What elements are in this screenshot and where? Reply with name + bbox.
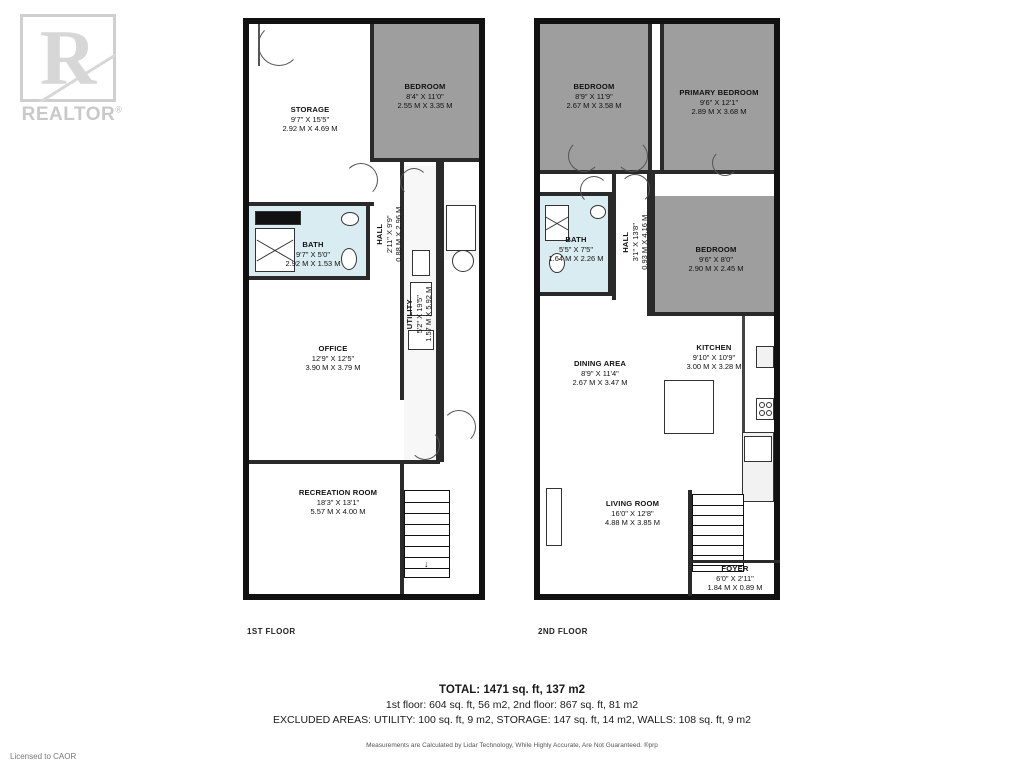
room-imperial: 9'6" X 8'0"	[698, 254, 734, 264]
summary-block	[0, 682, 1024, 728]
wall-2f-right	[774, 18, 780, 600]
room-imperial: 12'9" X 12'5"	[311, 353, 355, 363]
total-area: TOTAL: 1471 sq. ft, 137 m2	[439, 684, 585, 696]
sofa-icon	[546, 488, 562, 546]
room-label-hall-1f	[375, 189, 404, 279]
room-imperial: 8'4" X 11'0"	[406, 91, 444, 101]
room-metric: 1.57 M X 5.92 M	[423, 286, 433, 342]
wall-1f-left	[243, 18, 249, 600]
wall-2f-bath-bottom	[540, 292, 612, 296]
room-name: RECREATION ROOM	[298, 488, 378, 497]
room-name: LIVING ROOM	[605, 499, 660, 508]
room-metric: 4.88 M X 3.85 M	[604, 518, 661, 527]
door-arc-office	[442, 410, 476, 444]
room-imperial: 8'9" X 11'9"	[575, 91, 613, 101]
room-name: BATH	[565, 235, 587, 244]
wall-1f-bath-bottom	[249, 276, 370, 280]
room-metric: 3.00 M X 3.28 M	[686, 362, 742, 371]
room-name: BATH	[302, 240, 324, 249]
room-label-hall-2f	[621, 197, 650, 287]
logo-letter: R	[39, 14, 97, 101]
wall-2f-bed-bottom	[540, 170, 774, 174]
license-text: Licensed to CAOR	[10, 752, 77, 761]
room-label-bath-1f	[278, 240, 348, 269]
door-arc-bedroom-2f-left	[568, 140, 600, 172]
room-name: PRIMARY BEDROOM	[679, 88, 759, 97]
cooktop-icon	[756, 398, 774, 420]
room-imperial: 3'1" X 13'8"	[630, 223, 640, 262]
room-name: STORAGE	[290, 105, 330, 114]
room-name: UTILITY	[404, 299, 414, 330]
room-name: KITCHEN	[696, 343, 732, 352]
fan-icon	[452, 250, 474, 272]
room-imperial: 9'7" X 5'0"	[295, 249, 331, 259]
burner-1-icon	[759, 402, 765, 408]
room-metric: 1.84 M X 0.89 M	[707, 583, 763, 592]
wall-2f-bedroom3-bottom	[651, 312, 774, 316]
room-metric: 1.64 M X 2.26 M	[548, 254, 604, 263]
door-arc-hall-top	[344, 163, 378, 197]
floor-title-2nd: 2ND FLOOR	[538, 627, 588, 636]
room-imperial: 8'9" X 11'4"	[581, 368, 619, 378]
room-metric: 2.67 M X 3.58 M	[566, 101, 622, 110]
room-imperial: 2'11" X 9'9"	[384, 215, 394, 254]
stair-direction-arrow-1f: ↓	[424, 559, 429, 569]
room-imperial: 9'10" X 10'9"	[692, 352, 736, 362]
room-metric: 2.92 M X 1.53 M	[285, 259, 341, 268]
room-label-office	[278, 344, 388, 373]
vanity-1f	[255, 211, 301, 225]
wall-1f-bottom	[243, 594, 485, 600]
measurement-disclaimer: Measurements are Calculated by Lidar Technology, While Highly Accurate, Are Not Guaranteed. ®prp	[366, 742, 658, 749]
door-arc-storage	[258, 24, 300, 66]
sink-1f	[341, 212, 359, 226]
door-arc-bath	[400, 168, 428, 196]
room-metric: 2.92 M X 4.69 M	[282, 124, 338, 133]
per-floor-area: 1st floor: 604 sq. ft, 56 m2, 2nd floor: 867 sq. ft, 81 m2	[385, 699, 639, 711]
room-name: BEDROOM	[573, 82, 615, 91]
door-leaf-storage	[258, 24, 260, 66]
wall-2f-kitchen-left	[742, 316, 745, 436]
wall-1f-stair-left	[400, 464, 404, 594]
room-name: BEDROOM	[404, 82, 446, 91]
room-imperial: 6'0" X 2'11"	[716, 573, 754, 583]
room-label-bedroom-2f-right	[658, 245, 774, 274]
wall-2f-bedroom3-left	[651, 174, 655, 316]
door-arc-rec	[410, 430, 440, 460]
wall-2f-hall-left	[612, 174, 616, 300]
room-imperial: 16'0" X 12'8"	[611, 508, 654, 518]
room-label-living-room	[575, 499, 690, 528]
room-name: HALL	[374, 223, 384, 245]
room-name: HALL	[620, 231, 630, 253]
room-imperial: 9'7" X 15'5"	[290, 114, 330, 124]
wall-1f-bath-right	[366, 206, 370, 280]
room-metric: 2.90 M X 2.45 M	[688, 264, 744, 273]
room-label-recreation-room	[278, 488, 398, 517]
room-metric: 2.55 M X 3.35 M	[397, 101, 453, 110]
room-label-utility-1f	[405, 269, 434, 359]
logo-brand-text: REALTOR	[21, 104, 116, 125]
floor-title-1st: 1ST FLOOR	[247, 627, 296, 636]
fridge-icon	[744, 436, 772, 462]
sink-2f	[590, 205, 606, 219]
room-label-bath-2f	[541, 235, 611, 264]
room-metric: 2.67 M X 3.47 M	[572, 378, 628, 387]
dining-table	[664, 380, 714, 434]
room-imperial: 9'6" X 12'1"	[699, 97, 739, 107]
wall-2f-bottom	[534, 594, 780, 600]
room-imperial: 18'3" X 13'1"	[316, 497, 360, 507]
room-name: DINING AREA	[573, 359, 627, 368]
room-name: FOYER	[721, 564, 749, 573]
room-metric: 0.93 M X 4.16 M	[639, 214, 649, 270]
room-metric: 2.89 M X 3.68 M	[691, 107, 747, 116]
logo-trademark: ®	[115, 104, 123, 115]
room-metric: 5.57 M X 4.00 M	[310, 507, 366, 516]
room-name: OFFICE	[318, 344, 348, 353]
room-label-dining-area	[545, 359, 655, 388]
excluded-areas: EXCLUDED AREAS: UTILITY: 100 sq. ft, 9 m2, STORAGE: 147 sq. ft, 14 m2, WALLS: 108 sq. ft, 9 m2	[273, 714, 751, 726]
burner-3-icon	[759, 410, 765, 416]
wall-2f-bed-left-right	[648, 24, 652, 172]
shelf-1f	[446, 205, 476, 251]
burner-4-icon	[766, 410, 772, 416]
door-arc-bath-2f	[580, 176, 608, 204]
room-metric: 0.88 M X 2.96 M	[393, 206, 403, 262]
room-imperial: 5'2" X 19'5"	[414, 295, 424, 334]
burner-2-icon	[766, 402, 772, 408]
room-label-foyer	[690, 564, 780, 593]
wall-2f-foyer-top	[688, 560, 780, 563]
wall-1f-bedroom-bottom	[370, 158, 479, 162]
wall-1f-office-bottom	[249, 460, 440, 464]
door-arc-primary-bedroom	[616, 140, 648, 172]
room-label-storage	[255, 105, 365, 134]
door-arc-primary-closet	[712, 150, 738, 176]
room-metric: 3.90 M X 3.79 M	[305, 363, 361, 372]
room-label-bedroom-2f-left	[540, 82, 648, 111]
room-imperial: 5'5" X 7'5"	[558, 244, 594, 254]
room-name: BEDROOM	[695, 245, 737, 254]
room-label-kitchen	[659, 343, 769, 372]
room-label-primary-bedroom	[664, 88, 774, 117]
room-label-bedroom-1f	[370, 82, 480, 111]
